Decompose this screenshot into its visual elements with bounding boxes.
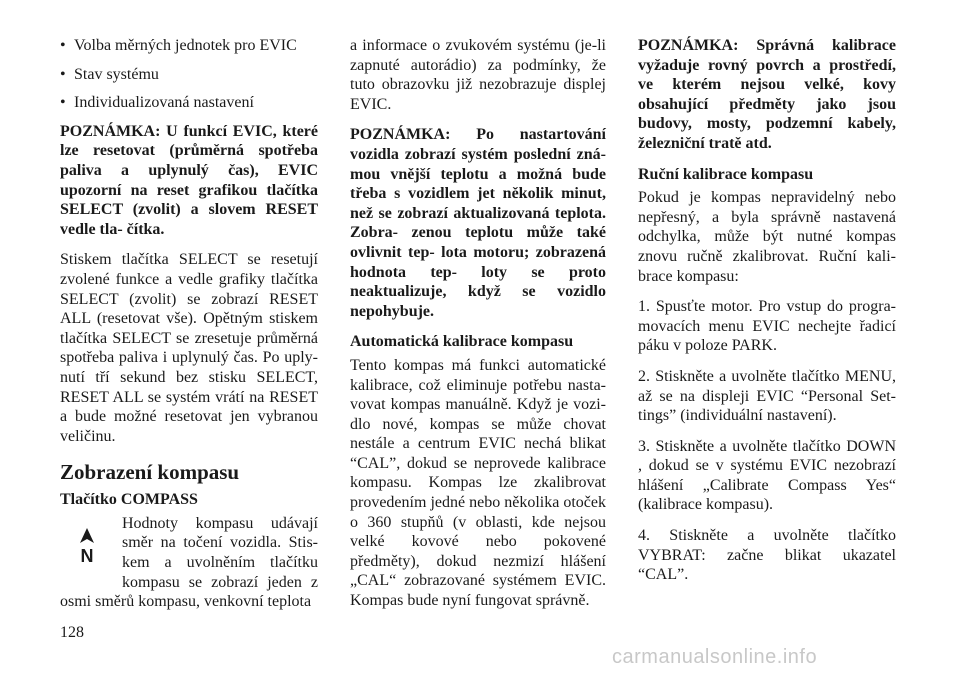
column-2 (350, 36, 606, 622)
bullet-text: Individualizovaná nastavení (74, 94, 254, 112)
subheading-auto-calibration: Automatická kalibrace kompasu (350, 333, 574, 351)
step-item: 1. Spusťte motor. Pro vstup do progra- movacích menu EVIC nechejte řadicí páku v poloze PARK. (638, 298, 896, 355)
bullet-dot: • (60, 94, 66, 112)
note-temperature: POZNÁMKA: Po nastartování vozidla zobrazí systém poslední zná- mou vnější teplotu a možná bude třeba s vozidlem jet několik minut, než se zobrazí aktualizovaná teplota. Zobra- zenou teplotu může také ovlivnit tep- lota motoru; zobrazená hodnota tep- loty se proto neaktualizuje, když se vozidlo nepohybuje. (350, 126, 606, 320)
bullet-item (60, 65, 318, 85)
bullet-text: Volba měrných jednotek pro EVIC (74, 37, 297, 54)
column-3 (638, 36, 896, 596)
paragraph-auto-calibration: Tento kompas má funkci automatické kalibrace, což eliminuje potřebu nasta- vovat kompas manuálně. Když je vozi- dlo nové, kompas se může chovat nestále a centrum EVIC nechá blikat “CAL”, dokud se neprovede kalibrace kompasu. Kompas lze zkalibrovat provedením jedné nebo několika otoček o 360 stupňů (v oblasti, kde nejsou velké kovové nebo pokovené předměty), dokud nezmizí hlášení „CAL“ zobrazované systémem EVIC. Kompas bude nyní fungovat správně. (350, 356, 606, 610)
step-item: 4. Stiskněte a uvolněte tlačítko VYBRAT: začne blikat ukazatel “CAL”. (638, 527, 896, 584)
page-number: 128 (60, 624, 84, 641)
paragraph-continued: a informace o zvukovém systému (je-li zapnuté autorádio) za podmínky, že tuto obrazovku již nezobrazuje displej EVIC. (350, 37, 606, 113)
compass-letter: N (80, 545, 94, 564)
note-calibration: POZNÁMKA: Správná kalibrace vyžaduje rovný povrch a prostředí, ve kterém nejsou velké, kovy obsahující předměty jako jsou budovy, mosty, podzemní kabely, železniční tratě atd. (638, 37, 896, 152)
bullet-text: Stav systému (74, 65, 159, 83)
step-item: 2. Stiskněte a uvolněte tlačítko MENU, až se na displeji EVIC “Personal Set- tings” (individuální nastavení). (638, 367, 896, 425)
paragraph-reset: Stiskem tlačítka SELECT se resetují zvolené funkce a vedle grafiky tlačítka SELECT (zvolit) se zobrazí RESET ALL (resetovat vše). Opětným stiskem tlačítka SELECT se zresetuje průměrná spotřeba paliva i uplynulý čas. Po uply- nutí tří sekund bez stisku SELECT, RESET ALL se systém vrátí na RESET a bude možné resetovat jen vybranou veličinu. (60, 251, 318, 445)
paragraph-manual-calibration: Pokud je kompas nepravidelný nebo nepřesný, a byla správně nastavená odchylka, může být nutné kompas znovu ručně zkalibrovat. Ruční kali- brace kompasu: (638, 189, 896, 285)
bullet-item (60, 93, 318, 113)
section-heading-compass: Zobrazení kompasu (60, 460, 240, 485)
subheading-manual-calibration: Ruční kalibrace kompasu (638, 165, 814, 183)
bullet-item (60, 36, 318, 56)
watermark: carmanualsonline.info (612, 646, 818, 668)
note-reset: POZNÁMKA: U funkcí EVIC, které lze resetovat (průměrná spotřeba paliva a uplynulý čas), EVIC upozorní na reset grafikou tlačítka SELECT (zvolit) a slovem RESET vedle tla- čítka. (60, 122, 318, 238)
bullet-dot: • (60, 65, 66, 83)
step-item: 3. Stiskněte a uvolněte tlačítko DOWN , dokud se v systému EVIC nezobrazí hlášení „Calibrate Compass Yes“ (kalibrace kompasu). (638, 437, 896, 514)
subheading-compass-button: Tlačítko COMPASS (60, 491, 198, 509)
column-1 (60, 36, 318, 623)
paragraph-compass-button: Hodnoty kompasu udávají směr na točení vozidla. Stis- kem a uvolněním tlačítku kompasu se zobrazí jeden z osmi směrů kompasu, venkovní teplota (60, 514, 318, 611)
compass-icon (60, 520, 122, 592)
bullet-dot: • (60, 37, 66, 54)
